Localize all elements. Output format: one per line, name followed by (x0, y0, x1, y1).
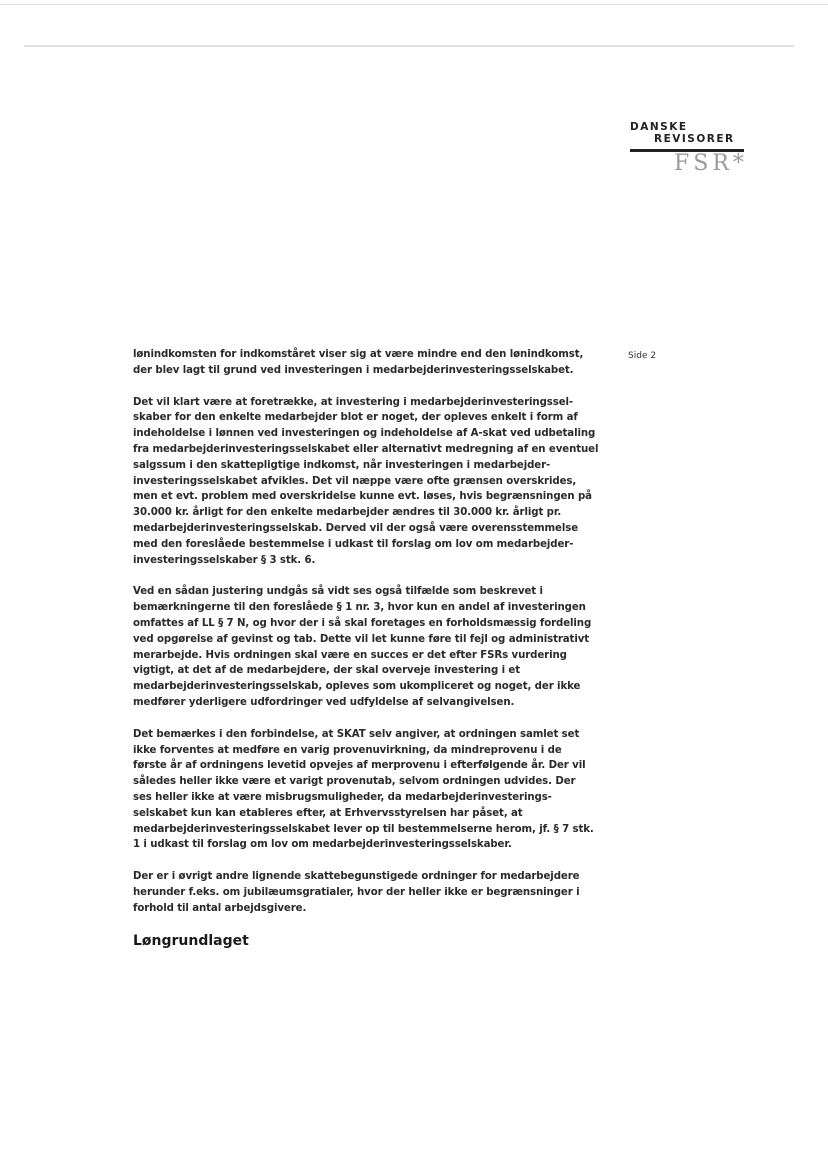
text-line: der blev lagt til grund ved investeringen i medarbejderinvesteringsselskabet. (133, 364, 574, 376)
text-line: selskabet kun kan etableres efter, at Erhvervsstyrelsen har påset, at (133, 807, 523, 819)
text-line: lønindkomsten for indkomståret viser sig at være mindre end den lønindkomst, (133, 349, 584, 360)
text-line: 30.000 kr. årligt for den enkelte medarbejder ændres til 30.000 kr. årligt pr. (133, 507, 562, 519)
logo-mark: FSR* (674, 151, 748, 176)
text-line: bemærkningerne til den foreslåede § 1 nr. 3, hvor kun en andel af investeringen (133, 602, 586, 614)
scan-edge-line (0, 4, 828, 5)
text-line: omfattes af LL § 7 N, og hvor der i så skal foretages en forholdsmæssig fordeling (133, 617, 592, 629)
text-line: herunder f.eks. om jubilæumsgratialer, hvor der heller ikke er begrænsninger i (133, 886, 580, 898)
text-line: salgssum i den skattepligtige indkomst, når investeringen i medarbejder- (133, 459, 551, 471)
logo-text-danske: DANSKE (630, 121, 688, 133)
text-line: indeholdelse i lønnen ved investeringen og indeholdelse af A-skat ved udbetaling (133, 428, 596, 440)
paragraph (133, 727, 593, 853)
text-line: med den foreslåede bestemmelse i udkast til forslag om lov om medarbejder- (133, 538, 574, 550)
text-line: medfører yderligere udfordringer ved udfyldelse af selvangivelsen. (133, 696, 515, 708)
text-line: fra medarbejderinvesteringsselskabet eller alternativt medregning af en eventuel (133, 443, 599, 455)
text-line: Det vil klart være at foretrække, at investering i medarbejderinvesteringssel- (133, 396, 574, 408)
fsr-logo (628, 121, 748, 181)
letter-body (133, 347, 599, 949)
text-line: ved opgørelse af gevinst og tab. Dette vil let kunne føre til fejl og administrativt (133, 633, 590, 645)
text-line: Det bemærkes i den forbindelse, at SKAT selv angiver, at ordningen samlet set (133, 728, 580, 740)
text-line: medarbejderinvesteringsselskabet lever op til bestemmelserne herom, jf. § 7 stk. (133, 823, 594, 835)
text-line: skaber for den enkelte medarbejder blot er noget, der opleves enkelt i form af (133, 412, 578, 424)
paragraph (133, 395, 599, 569)
logo-text-revisorer: REVISORER (654, 133, 735, 145)
page-number: Side 2 (628, 351, 657, 361)
paragraph (133, 347, 593, 379)
text-line: men et evt. problem med overskridelse kunne evt. løses, hvis begrænsningen på (133, 491, 592, 503)
paragraph (133, 584, 593, 710)
text-line: første år af ordningens levetid opvejes af merprovenu i efterfølgende år. Der vil (133, 760, 586, 772)
text-line: medarbejderinvesteringsselskab, opleves som ukompliceret og noget, der ikke (133, 681, 581, 693)
text-line: ikke forventes at medføre en varig provenuvirkning, da mindreprovenu i de (133, 744, 562, 756)
text-line: investeringsselskabet afvikles. Det vil næppe være ofte grænsen overskrides, (133, 475, 577, 487)
scan-artifact-line (24, 45, 794, 47)
text-line: Der er i øvrigt andre lignende skattebegunstigede ordninger for medarbejdere (133, 871, 580, 883)
section-heading: Løngrundlaget (133, 932, 249, 949)
text-line: medarbejderinvesteringsselskab. Derved vil der også være overensstemmelse (133, 522, 579, 534)
text-line: Ved en sådan justering undgås så vidt ses også tilfælde som beskrevet i (133, 586, 543, 598)
text-line: merarbejde. Hvis ordningen skal være en succes er det efter FSRs vurdering (133, 649, 567, 661)
text-line: 1 i udkast til forslag om lov om medarbejderinvesteringsselskaber. (133, 839, 512, 851)
paragraph (133, 869, 593, 916)
text-line: således heller ikke være et varigt provenutab, selvom ordningen udvides. Der (133, 776, 576, 788)
text-line: forhold til antal arbejdsgivere. (133, 902, 307, 914)
text-line: investeringsselskaber § 3 stk. 6. (133, 554, 316, 566)
text-line: vigtigt, at det af de medarbejdere, der skal overveje investering i et (133, 665, 521, 677)
text-line: ses heller ikke at være misbrugsmuligheder, da medarbejderinvesterings- (133, 791, 552, 803)
